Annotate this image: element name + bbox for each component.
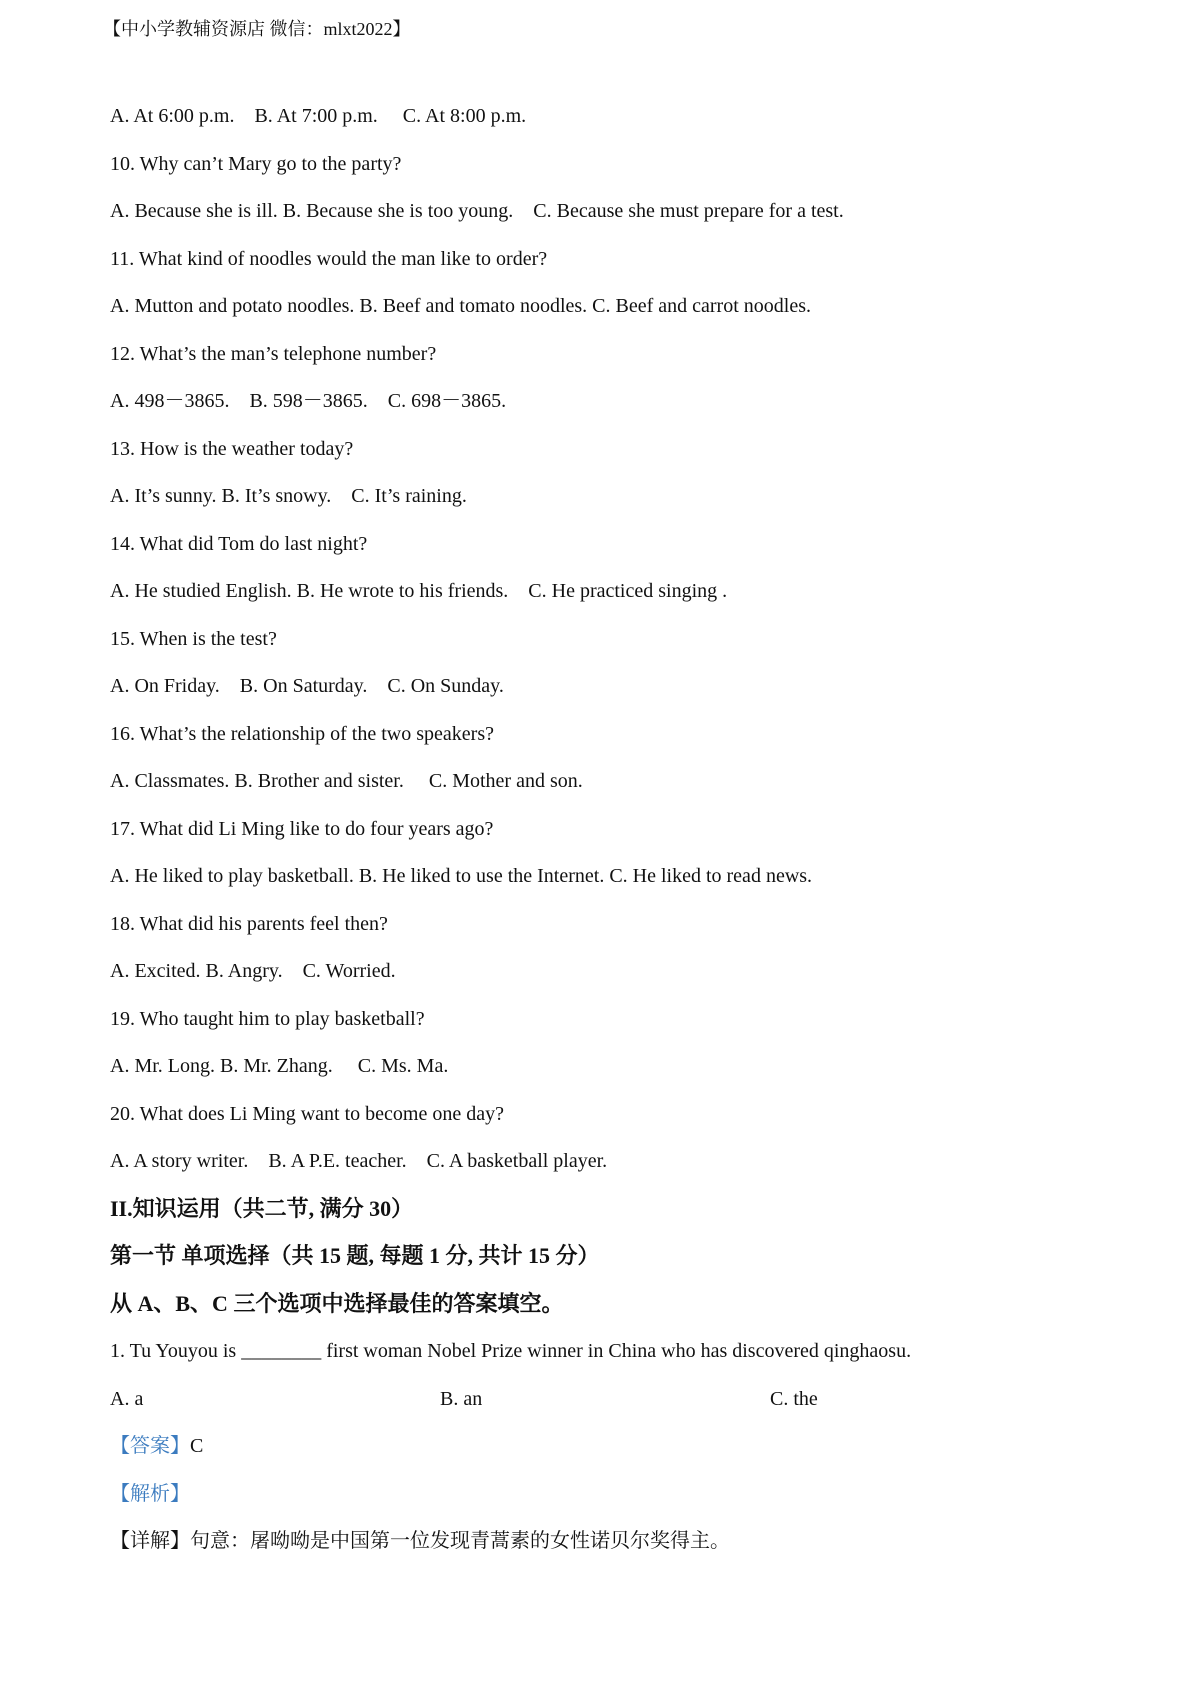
grammar-question-1: 1. Tu Youyou is ________ first woman Nobel Prize winner in China who has discovered qinghaosu. [110,1340,912,1362]
question-18: 18. What did his parents feel then? [110,912,388,935]
question-19: 19. Who taught him to play basketball? [110,1007,425,1030]
analysis-label: 【解析】 [110,1482,190,1505]
detail-text: 句意：屠呦呦是中国第一位发现青蒿素的女性诺贝尔奖得主。 [190,1530,730,1552]
options-q17: A. He liked to play basketball. B. He liked to use the Internet. C. He liked to read news. [110,865,813,887]
page-header-note: 【中小学教辅资源店 微信：mlxt2022】 [103,19,411,39]
options-q18: A. Excited. B. Angry. C. Worried. [110,960,396,982]
question-13: 13. How is the weather today? [110,437,354,460]
question-17: 17. What did Li Ming like to do four years ago? [110,817,494,840]
answer-line [110,1432,1120,1460]
question-11: 11. What kind of noodles would the man like to order? [110,247,548,270]
options-q9: A. At 6:00 p.m. B. At 7:00 p.m. C. At 8:00 p.m. [110,105,527,127]
option-b: B. an [440,1387,483,1410]
part-title: II.知识运用（共二节, 满分 30） [110,1195,414,1221]
section-instruction: 从 A、B、C 三个选项中选择最佳的答案填空。 [110,1290,564,1316]
answer-label: 【答案】 [110,1435,190,1457]
question-20: 20. What does Li Ming want to become one day? [110,1102,504,1125]
options-q16: A. Classmates. B. Brother and sister. C. Mother and son. [110,770,583,792]
question-10: 10. Why can’t Mary go to the party? [110,152,402,175]
subsection-title: 第一节 单项选择（共 15 题, 每题 1 分, 共计 15 分） [110,1243,600,1268]
options-q14: A. He studied English. B. He wrote to his friends. C. He practiced singing . [110,580,728,602]
options-q12: A. 498－3865. B. 598－3865. C. 698－3865. [110,390,507,412]
detail-line [110,1527,1120,1555]
options-q11: A. Mutton and potato noodles. B. Beef and tomato noodles. C. Beef and carrot noodles. [110,295,811,317]
detail-label: 【详解】 [110,1530,190,1552]
question-16: 16. What’s the relationship of the two speakers? [110,722,494,745]
options-q15: A. On Friday. B. On Saturday. C. On Sunday. [110,675,504,697]
options-q20: A. A story writer. B. A P.E. teacher. C. A basketball player. [110,1150,608,1172]
answer-value: C [190,1435,204,1457]
options-q13: A. It’s sunny. B. It’s snowy. C. It’s raining. [110,485,467,507]
options-q10: A. Because she is ill. B. Because she is too young. C. Because she must prepare for a test. [110,200,844,222]
question-15: 15. When is the test? [110,627,277,650]
option-a: A. a [110,1387,144,1410]
grammar-options-1 [110,1385,1120,1413]
question-12: 12. What’s the man’s telephone number? [110,342,437,365]
options-q19: A. Mr. Long. B. Mr. Zhang. C. Ms. Ma. [110,1055,449,1077]
document-body [110,102,1120,1575]
option-c: C. the [770,1387,818,1410]
question-14: 14. What did Tom do last night? [110,532,368,555]
analysis-line [110,1480,1120,1508]
